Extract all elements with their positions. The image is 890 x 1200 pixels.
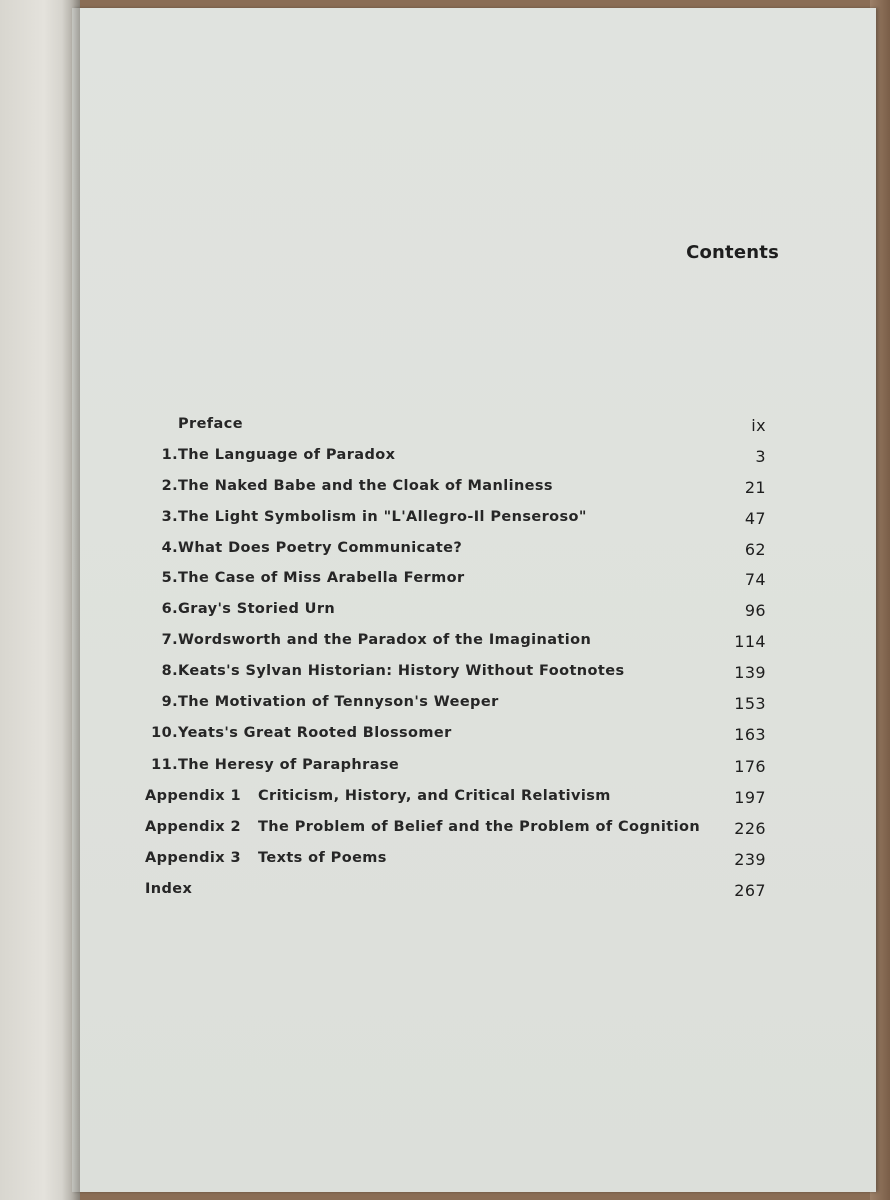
entry-title: Keats's Sylvan Historian: History Without Footnotes (178, 663, 625, 679)
appendix-title: The Problem of Belief and the Problem of Cognition (258, 819, 701, 835)
entry-page: 47 (744, 509, 766, 528)
entry-page: 74 (744, 570, 766, 589)
entry-page: 153 (734, 694, 766, 713)
appendix-page: 239 (734, 850, 766, 869)
toc-entry (0, 694, 890, 720)
appendix-title: Texts of Poems (258, 850, 387, 866)
entry-title: The Light Symbolism in "L'Allegro-Il Penseroso" (178, 509, 587, 525)
toc-entry (0, 478, 890, 504)
contents-page (72, 8, 876, 1192)
toc-entry (0, 540, 890, 566)
entry-title: Preface (178, 416, 243, 432)
toc-entry (0, 601, 890, 627)
entry-number: 8. (161, 663, 178, 679)
binding-gutter (62, 0, 80, 1200)
toc-entry (0, 725, 890, 751)
entry-title: The Naked Babe and the Cloak of Manliness (178, 478, 553, 494)
entry-title: The Heresy of Paraphrase (178, 757, 400, 773)
appendix-label: Appendix 3 (145, 850, 241, 866)
toc-entry (0, 663, 890, 689)
entry-page: 96 (744, 601, 766, 620)
entry-title: Wordsworth and the Paradox of the Imagination (178, 632, 592, 648)
entry-number: 9. (161, 694, 178, 710)
entry-page: 163 (734, 725, 766, 744)
entry-page: 176 (734, 757, 766, 776)
toc-appendix (0, 819, 890, 845)
entry-number: 5. (161, 570, 178, 586)
toc-entry (0, 632, 890, 658)
toc-entry (0, 570, 890, 596)
toc-entry (0, 447, 890, 473)
appendix-title: Criticism, History, and Critical Relativism (258, 788, 611, 804)
entry-page: 3 (755, 447, 766, 466)
entry-number: 6. (161, 601, 178, 617)
entry-number: 11. (151, 757, 178, 773)
entry-page: ix (751, 416, 766, 435)
toc-entry (0, 757, 890, 783)
appendix-page: 197 (734, 788, 766, 807)
entry-page: 62 (744, 540, 766, 559)
page-title: Contents (686, 242, 779, 263)
entry-title: Yeats's Great Rooted Blossomer (178, 725, 452, 741)
entry-number: 3. (161, 509, 178, 525)
entry-page: 114 (734, 632, 766, 651)
entry-number: 7. (161, 632, 178, 648)
entry-number: 4. (161, 540, 178, 556)
toc-entry-index (0, 881, 890, 907)
entry-title: The Language of Paradox (178, 447, 396, 463)
entry-title: What Does Poetry Communicate? (178, 540, 463, 556)
appendix-label: Appendix 1 (145, 788, 241, 804)
toc-appendix (0, 788, 890, 814)
toc-appendix (0, 850, 890, 876)
appendix-page: 226 (734, 819, 766, 838)
appendix-label: Appendix 2 (145, 819, 241, 835)
entry-number: 2. (161, 478, 178, 494)
entry-number: 1. (161, 447, 178, 463)
entry-title: The Case of Miss Arabella Fermor (178, 570, 465, 586)
entry-page: 139 (734, 663, 766, 682)
entry-page: 21 (744, 478, 766, 497)
toc-entry (0, 509, 890, 535)
index-page: 267 (734, 881, 766, 900)
index-title: Index (145, 881, 193, 897)
entry-number: 10. (151, 725, 178, 741)
entry-title: Gray's Storied Urn (178, 601, 336, 617)
entry-title: The Motivation of Tennyson's Weeper (178, 694, 499, 710)
toc-entry-preface (0, 416, 890, 442)
